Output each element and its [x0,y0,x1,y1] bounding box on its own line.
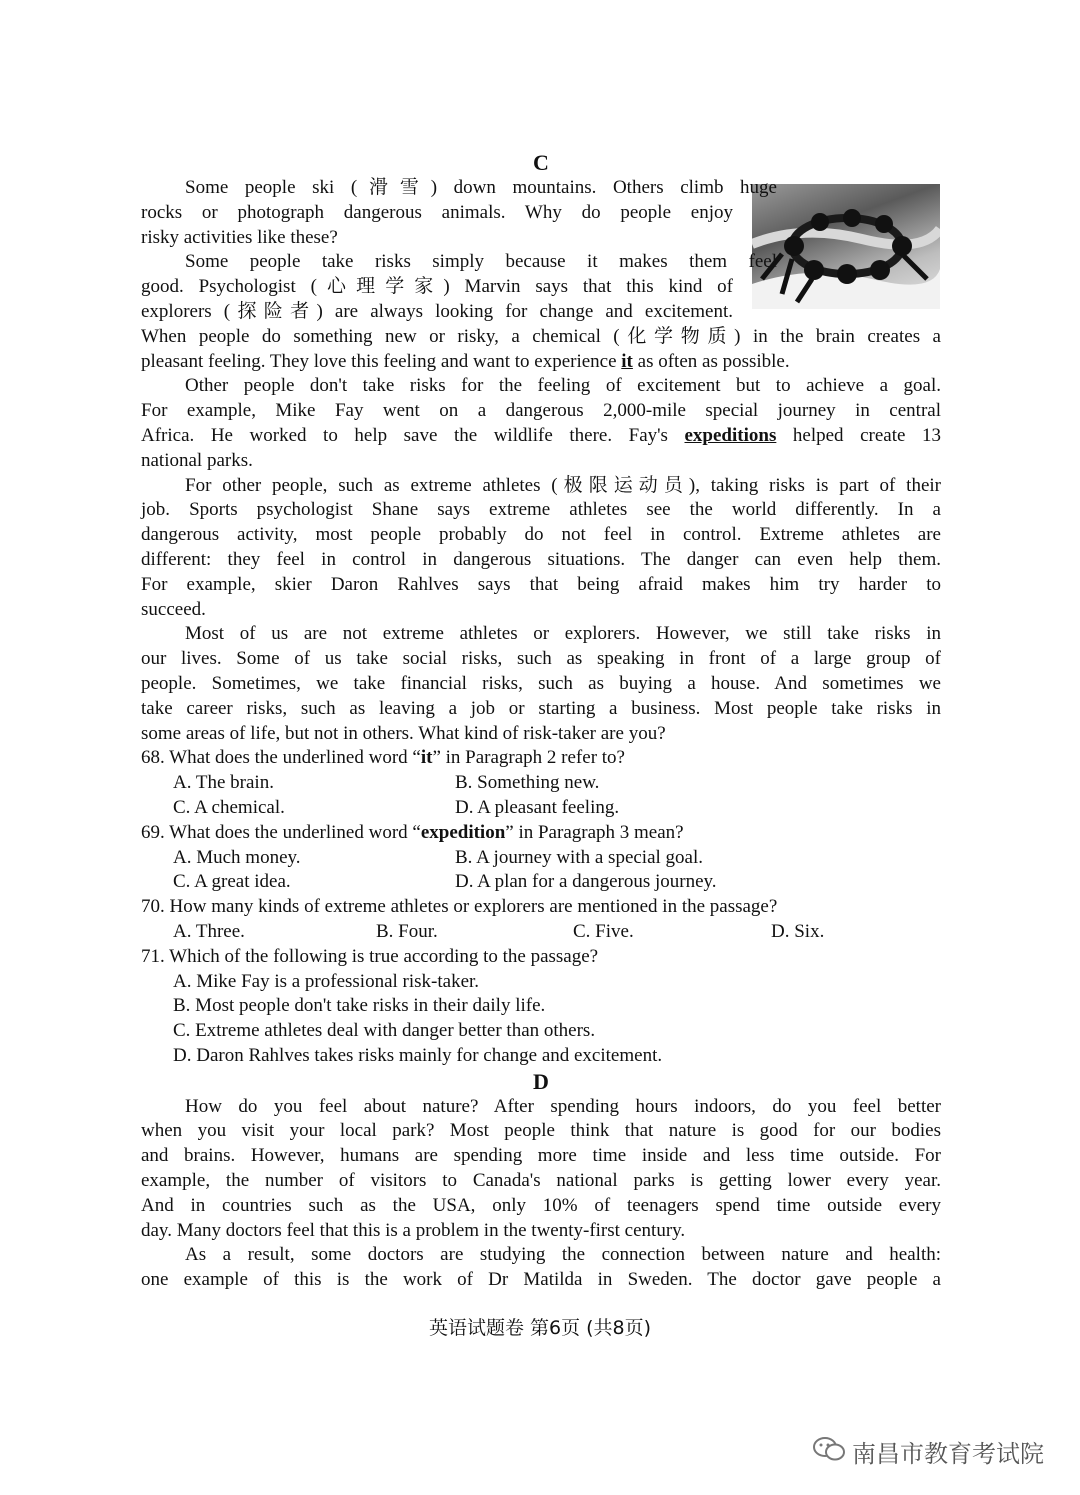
quoted-word: expedition [420,821,506,843]
option-b[interactable]: B. A journey with a special goal. [455,846,704,868]
quoted-word: it [420,747,433,769]
passage-c-paragraph-3 [141,374,941,473]
option-d[interactable]: D. Six. [771,920,825,942]
question-stem [141,821,941,846]
option-a[interactable]: A. Three. [173,920,245,942]
text-line: explorers (探险者) are always looking for change and excitement. [141,300,733,322]
text-line: job. Sports psychologist Shane says extreme athletes see the world differently. In a [141,499,941,521]
text-line: For example, skier Daron Rahlves says that being afraid makes him try harder to [141,573,941,595]
section-d-heading: D [533,1068,549,1094]
text-line [141,350,941,375]
option-b[interactable]: B. Something new. [455,772,600,794]
text-span: Africa. He worked to help save the wildlife there. Fay's [141,424,685,446]
text-line [141,424,941,449]
option-d[interactable]: D. A pleasant feeling. [455,796,620,818]
option-a[interactable]: A. The brain. [173,772,274,794]
option-d[interactable]: D. Daron Rahlves takes risks mainly for change and excitement. [173,1044,663,1066]
exam-page [141,150,941,1293]
text-line: And in countries such as the USA, only 10% of teenagers spend time outside every [141,1194,941,1216]
option-row [141,771,941,796]
text-line: How do you feel about nature? After spending hours indoors, do you feel better [185,1095,941,1117]
text-line: Some people take risks simply because it makes them feel [185,251,777,273]
question-stem: 70. How many kinds of extreme athletes or explorers are mentioned in the passage? [141,896,778,918]
option-row [141,920,941,945]
question-71 [141,945,941,1069]
option-b[interactable]: B. Most people don't take risks in their daily life. [173,995,546,1017]
question-stem: 71. Which of the following is true according to the passage? [141,945,599,967]
text-line: For example, Mike Fay went on a dangerous 2,000-mile special journey in central [141,400,941,422]
text-line: and brains. However, humans are spending more time inside and less time outside. For [141,1145,941,1167]
text-span: pleasant feeling. They love this feeling and want to experience [141,350,622,372]
text-line: take career risks, such as leaving a job or starting a business. Most people take risks in [141,697,941,719]
text-line: some areas of life, but not in others. What kind of risk-taker are you? [141,722,666,744]
text-span: as often as possible. [632,350,790,372]
watermark-text: 南昌市教育考试院 [852,1440,1044,1468]
option-row [141,846,941,871]
text-line: day. Many doctors feel that this is a problem in the twenty-first century. [141,1219,686,1241]
text-line: As a result, some doctors are studying the connection between nature and health: [185,1244,941,1266]
text-span: 69. What does the underlined word “ [141,821,421,843]
option-c[interactable]: C. A chemical. [173,796,285,818]
question-68 [141,746,941,820]
text-line: different: they feel in control in dangerous situations. The danger can even help them. [141,548,941,570]
passage-c-paragraph-4 [141,474,941,623]
text-line: rocks or photograph dangerous animals. Why do people enjoy [141,201,733,223]
text-line: national parks. [141,449,253,471]
option-c[interactable]: C. Five. [573,920,634,942]
option-a[interactable]: A. Mike Fay is a professional risk-taker. [173,970,480,992]
option-a[interactable]: A. Much money. [173,846,301,868]
chat-bubble-icon [812,1435,846,1469]
passage-d-paragraph-1 [141,1095,941,1244]
text-line: our lives. Some of us take social risks, such as speaking in front of a large group of [141,648,941,670]
text-line: people. Sometimes, we take financial risks, such as buying a house. And sometimes we [141,672,941,694]
underlined-word-it: it [621,350,633,372]
text-line: good. Psychologist (心理学家) Marvin says that this kind of [141,276,733,298]
text-line: Other people don't take risks for the feeling of excitement but to achieve a goal. [185,375,941,397]
text-span: 68. What does the underlined word “ [141,747,421,769]
page-footer: 英语试题卷 第6页 (共8页) [428,1317,652,1339]
option-c[interactable]: C. A great idea. [173,871,291,893]
text-line: When people do something new or risky, a chemical (化学物质) in the brain creates a [141,325,941,347]
question-69 [141,821,941,895]
text-line: Most of us are not extreme athletes or explorers. However, we still take risks in [185,623,941,645]
option-d[interactable]: D. A plan for a dangerous journey. [455,871,717,893]
passage-c-paragraph-5 [141,622,941,746]
text-line: example, the number of visitors to Canada's national parks is getting lower every year. [141,1170,941,1192]
underlined-word-expeditions: expeditions [684,424,777,446]
text-line: dangerous activity, most people probably do not feel in control. Extreme athletes are [141,524,941,546]
text-line: one example of this is the work of Dr Matilda in Sweden. The doctor gave people a [141,1269,941,1291]
option-b[interactable]: B. Four. [376,920,438,942]
text-span: ” in Paragraph 2 refer to? [432,747,625,769]
question-stem [141,746,941,771]
watermark [812,1434,1044,1469]
passage-d-paragraph-2 [141,1243,941,1293]
text-line: risky activities like these? [141,226,338,248]
text-span: helped create 13 [776,424,941,446]
text-line: when you visit your local park? Most people think that nature is good for our bodies [141,1120,941,1142]
text-span: ” in Paragraph 3 mean? [505,821,684,843]
passage-c-paragraph-2 [141,250,941,374]
question-70 [141,895,941,945]
passage-c-paragraph-1 [141,176,941,250]
section-c-heading: C [533,150,549,175]
text-line: For other people, such as extreme athletes (极限运动员), taking risks is part of their [185,474,941,496]
option-row [141,796,941,821]
option-c[interactable]: C. Extreme athletes deal with danger better than others. [173,1020,596,1042]
text-line: succeed. [141,598,206,620]
option-row [141,870,941,895]
text-line: Some people ski (滑雪) down mountains. Others climb huge [185,177,777,198]
